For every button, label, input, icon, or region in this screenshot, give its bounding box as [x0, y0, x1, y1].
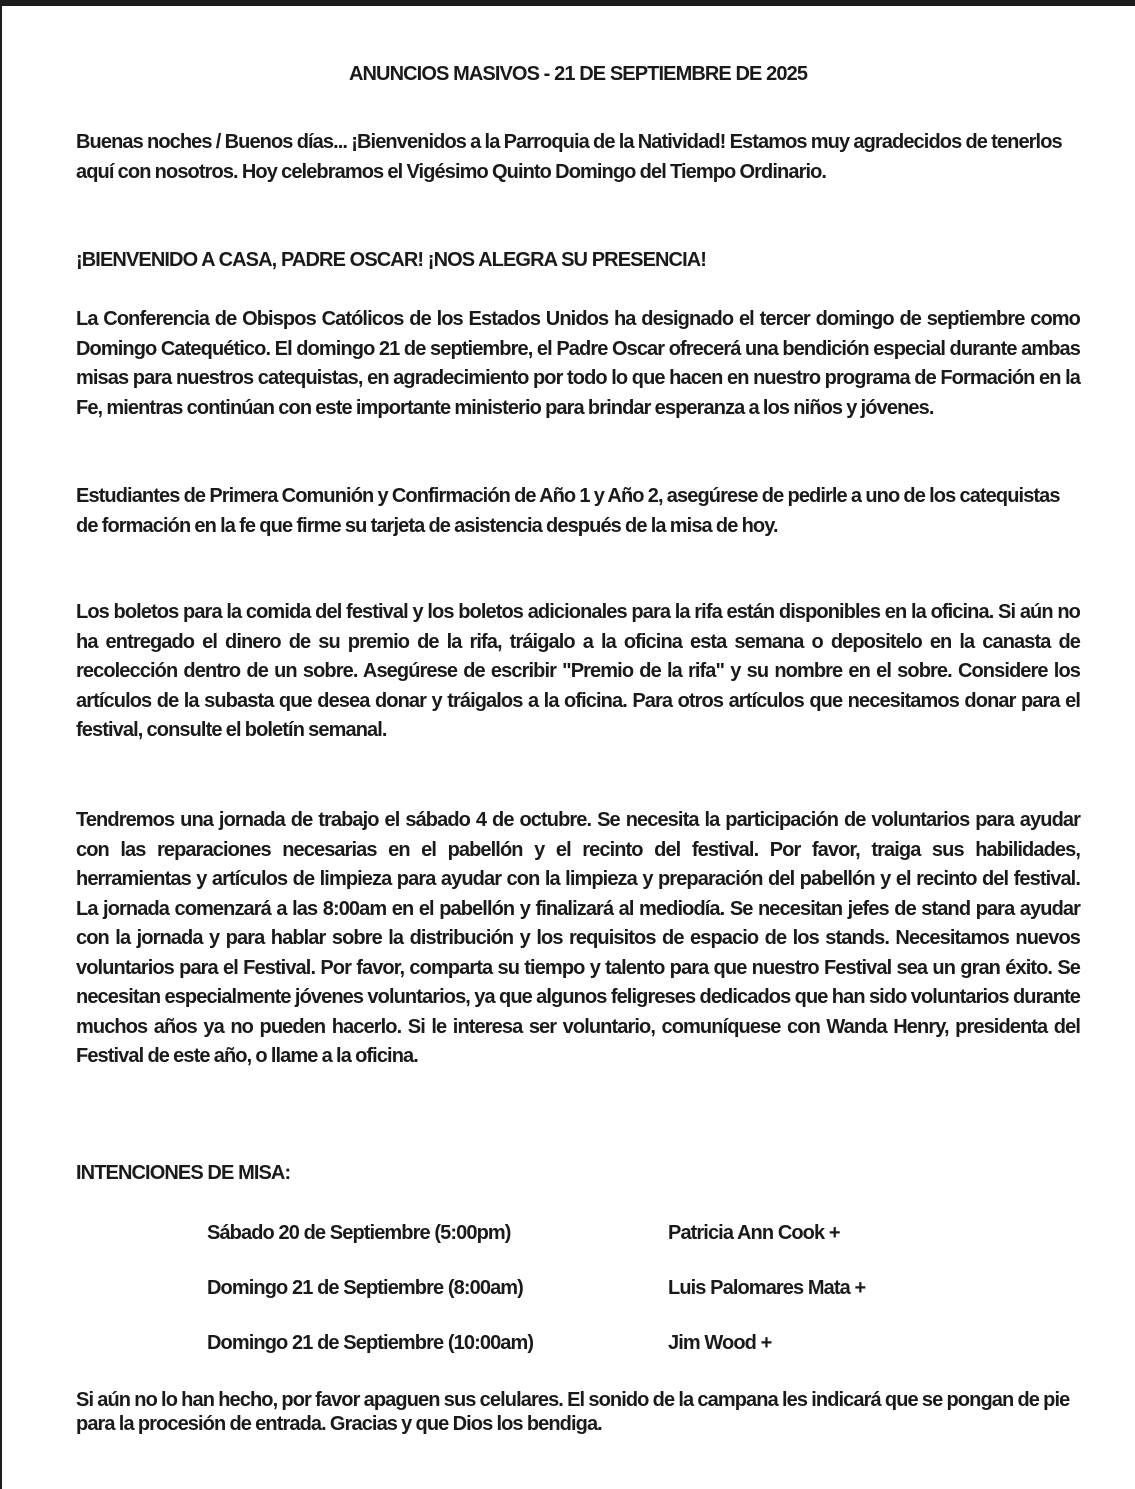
festival-tickets-paragraph: Los boletos para la comida del festival y los boletos adicionales para la rifa están disponibles en la oficina. Si aún no ha entregado el dinero de su premio de la rifa, tráigalo a la oficina esta semana o depositelo en la canasta de recolección dentro de un sobre. Asegúrese de escribir "Premio de la rifa" y su nombre en el sobre. Considere los artículos de la subasta que desea donar y tráigalos a la oficina. Para otros artículos que necesitamos donar para el festival, consulte el boletín semanal. — [76, 601, 1080, 741]
intention-name: Patricia Ann Cook + — [668, 1222, 840, 1244]
welcome-father-heading: ¡BIENVENIDO A CASA, PADRE OSCAR! ¡NOS ALEGRA SU PRESENCIA! — [76, 249, 707, 271]
mass-intention-row — [207, 1328, 967, 1383]
document-title: ANUNCIOS MASIVOS - 21 DE SEPTIEMBRE DE 2025 — [348, 63, 808, 85]
intention-name: Jim Wood + — [668, 1332, 772, 1354]
window-top-bar — [0, 0, 1135, 6]
catechetical-sunday-paragraph: La Conferencia de Obispos Católicos de los Estados Unidos ha designado el tercer domingo de septiembre como Domingo Catequético. El domingo 21 de septiembre, el Padre Oscar ofrecerá una bendición especial durante ambas misas para nuestros catequistas, en agradecimiento por todo lo que hacen en nuestro programa de Formación en la Fe, mientras continúan con este importante ministerio para brindar esperanza a los niños y jóvenes. — [76, 308, 1080, 419]
mass-intention-row — [207, 1273, 967, 1328]
students-attendance-paragraph: Estudiantes de Primera Comunión y Confirmación de Año 1 y Año 2, asegúrese de pedirle a uno de los catequistas de formación en la fe que firme su tarjeta de asistencia después de la misa de hoy. — [76, 485, 1060, 537]
intention-date: Sábado 20 de Septiembre (5:00pm) — [207, 1222, 511, 1244]
page-left-edge — [0, 0, 2, 1489]
mass-intentions-list — [207, 1218, 967, 1383]
intention-date: Domingo 21 de Septiembre (10:00am) — [207, 1332, 534, 1354]
intention-name: Luis Palomares Mata + — [668, 1277, 866, 1299]
mass-intention-row — [207, 1218, 967, 1273]
closing-paragraph: Si aún no lo han hecho, por favor apaguen sus celulares. El sonido de la campana les indicará que se pongan de pie para la procesión de entrada. Gracias y que Dios los bendiga. — [76, 1389, 1070, 1435]
mass-intentions-heading: INTENCIONES DE MISA: — [76, 1162, 291, 1184]
intention-date: Domingo 21 de Septiembre (8:00am) — [207, 1277, 523, 1299]
work-day-paragraph: Tendremos una jornada de trabajo el sábado 4 de octubre. Se necesita la participación de voluntarios para ayudar con las reparaciones necesarias en el pabellón y el recinto del festival. Por favor, traiga sus habilidades, herramientas y artículos de limpieza para ayudar con la limpieza y preparación del pabellón y el recinto del festival. La jornada comenzará a las 8:00am en el pabellón y finalizará al mediodía. Se necesitan jefes de stand para ayudar con la jornada y para hablar sobre la distribución y los requisitos de espacio de los stands. Necesitamos nuevos voluntarios para el Festival. Por favor, comparta su tiempo y talento para que nuestro Festival sea un gran éxito. Se necesitan especialmente jóvenes voluntarios, ya que algunos feligreses dedicados que han sido voluntarios durante muchos años ya no pueden hacerlo. Si le interesa ser voluntario, comuníquese con Wanda Henry, presidenta del Festival de este año, o llame a la oficina. — [76, 809, 1080, 1067]
welcome-paragraph: Buenas noches / Buenos días... ¡Bienvenidos a la Parroquia de la Natividad! Estamos muy agradecidos de tenerlos aquí con nosotros. Hoy celebramos el Vigésimo Quinto Domingo del Tiempo Ordinario. — [76, 131, 1062, 183]
